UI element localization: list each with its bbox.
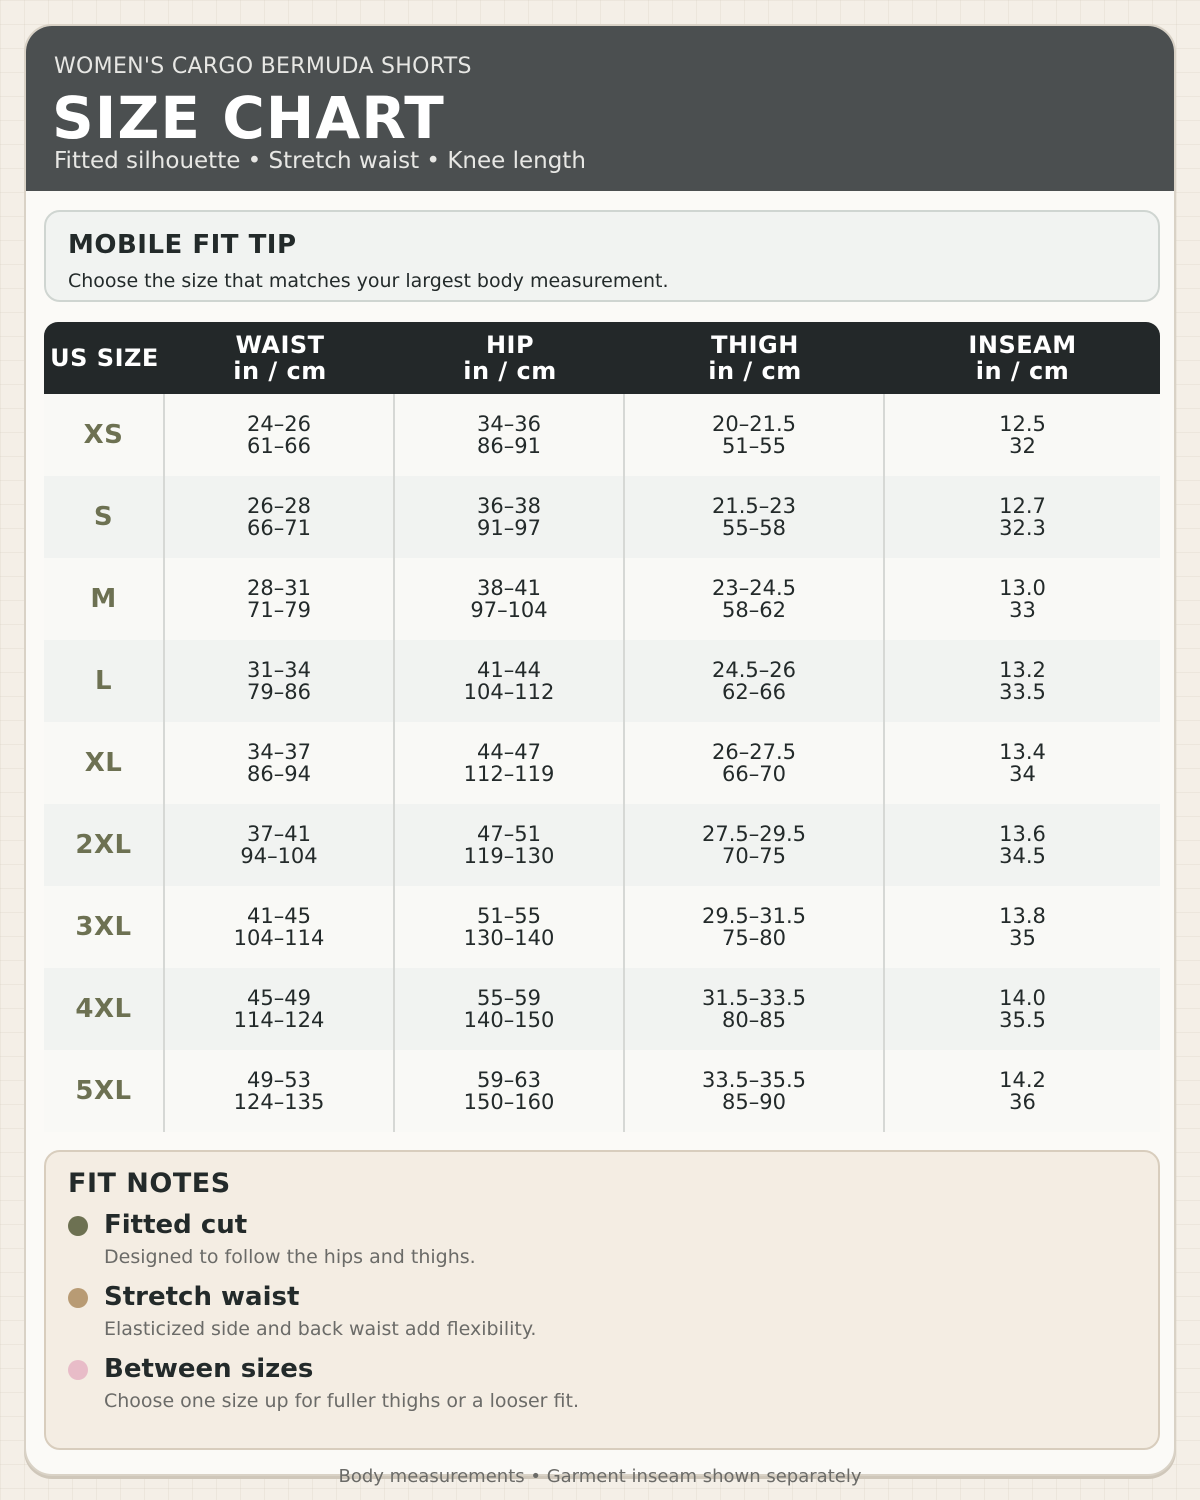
size-cell [44, 804, 165, 886]
thigh-in-value: 21.5–23 [712, 494, 796, 518]
inseam-cell [885, 640, 1160, 722]
waist-cm-value: 104–114 [233, 926, 325, 950]
column-label: INSEAM [968, 331, 1077, 359]
hip-cm-value: 97–104 [470, 598, 548, 622]
hip-cell [395, 476, 625, 558]
size-cell [44, 476, 165, 558]
thigh-cell [625, 394, 885, 476]
note-heading: Stretch waist [104, 1282, 300, 1312]
column-label: US SIZE [50, 344, 159, 372]
header-banner [26, 26, 1174, 191]
thigh-cell [625, 722, 885, 804]
hip-in-value: 44–47 [477, 740, 541, 764]
waist-cell [165, 1050, 395, 1132]
table-row [44, 558, 1160, 640]
fit-notes [44, 1150, 1160, 1450]
waist-cell [165, 968, 395, 1050]
waist-cell [165, 640, 395, 722]
size-label: 2XL [75, 830, 132, 860]
thigh-cm-value: 80–85 [722, 1008, 786, 1032]
hip-cm-value: 150–160 [463, 1090, 555, 1114]
note-heading: Fitted cut [104, 1210, 248, 1240]
thigh-cm-value: 85–90 [722, 1090, 786, 1114]
thigh-cell [625, 968, 885, 1050]
waist-cm-value: 86–94 [247, 762, 311, 786]
thigh-in-value: 24.5–26 [712, 658, 796, 682]
product-name: WOMEN'S CARGO BERMUDA SHORTS [54, 54, 472, 79]
column-unit: in / cm [975, 357, 1070, 385]
inseam-cell [885, 1050, 1160, 1132]
table-row [44, 722, 1160, 804]
hip-in-value: 51–55 [477, 904, 541, 928]
waist-cell [165, 476, 395, 558]
waist-in-value: 26–28 [247, 494, 311, 518]
inseam-cm-value: 34 [1009, 762, 1036, 786]
table-row [44, 968, 1160, 1050]
thigh-in-value: 27.5–29.5 [701, 822, 806, 846]
notes-title: FIT NOTES [68, 1168, 231, 1199]
waist-cm-value: 66–71 [247, 516, 311, 540]
page-subtitle: Fitted silhouette • Stretch waist • Knee length [54, 148, 586, 174]
note-heading: Between sizes [104, 1354, 314, 1384]
hip-in-value: 59–63 [477, 1068, 541, 1092]
inseam-in-value: 13.6 [999, 822, 1046, 846]
table-header [44, 322, 1160, 394]
thigh-cell [625, 886, 885, 968]
table-row [44, 804, 1160, 886]
waist-in-value: 34–37 [247, 740, 311, 764]
size-cell [44, 886, 165, 968]
size-cell [44, 968, 165, 1050]
waist-cm-value: 79–86 [247, 680, 311, 704]
table-row [44, 1050, 1160, 1132]
tip-title: MOBILE FIT TIP [68, 230, 297, 260]
note-text: Choose one size up for fuller thighs or a looser fit. [104, 1390, 579, 1412]
hip-in-value: 36–38 [477, 494, 541, 518]
olive-dot-icon [68, 1216, 88, 1236]
mobile-fit-tip [44, 210, 1160, 302]
thigh-cm-value: 58–62 [722, 598, 786, 622]
thigh-in-value: 29.5–31.5 [701, 904, 806, 928]
waist-in-value: 49–53 [247, 1068, 311, 1092]
column-label: WAIST [235, 331, 325, 359]
tip-text: Choose the size that matches your largest body measurement. [68, 270, 669, 292]
waist-cell [165, 722, 395, 804]
size-label: XS [83, 420, 124, 450]
thigh-cm-value: 75–80 [722, 926, 786, 950]
size-label: 3XL [75, 912, 132, 942]
size-cell [44, 1050, 165, 1132]
inseam-cm-value: 32 [1009, 434, 1036, 458]
inseam-cell [885, 886, 1160, 968]
hip-cell [395, 640, 625, 722]
column-label: HIP [485, 331, 535, 359]
inseam-cell [885, 968, 1160, 1050]
hip-in-value: 38–41 [477, 576, 541, 600]
table-row [44, 886, 1160, 968]
inseam-in-value: 13.0 [999, 576, 1046, 600]
waist-cell [165, 394, 395, 476]
hip-cm-value: 119–130 [463, 844, 555, 868]
inseam-cm-value: 33.5 [999, 680, 1046, 704]
column-header-size [44, 322, 165, 394]
inseam-cell [885, 476, 1160, 558]
pink-dot-icon [68, 1360, 88, 1380]
size-cell [44, 722, 165, 804]
inseam-cm-value: 35.5 [999, 1008, 1046, 1032]
waist-cm-value: 94–104 [240, 844, 318, 868]
column-unit: in / cm [463, 357, 557, 385]
column-header-hip [395, 322, 625, 394]
inseam-cell [885, 722, 1160, 804]
thigh-in-value: 33.5–35.5 [701, 1068, 806, 1092]
hip-cell [395, 886, 625, 968]
thigh-in-value: 23–24.5 [712, 576, 796, 600]
waist-cell [165, 804, 395, 886]
thigh-cell [625, 1050, 885, 1132]
inseam-cm-value: 35 [1009, 926, 1036, 950]
thigh-cm-value: 51–55 [722, 434, 786, 458]
hip-cell [395, 722, 625, 804]
hip-cell [395, 804, 625, 886]
thigh-cell [625, 804, 885, 886]
hip-cm-value: 130–140 [463, 926, 555, 950]
size-table [44, 322, 1160, 1132]
size-cell [44, 640, 165, 722]
thigh-cm-value: 62–66 [722, 680, 786, 704]
inseam-in-value: 14.0 [999, 986, 1046, 1010]
thigh-cm-value: 66–70 [722, 762, 786, 786]
inseam-in-value: 13.2 [999, 658, 1046, 682]
waist-cm-value: 114–124 [233, 1008, 325, 1032]
thigh-cell [625, 558, 885, 640]
inseam-in-value: 14.2 [999, 1068, 1046, 1092]
table-row [44, 476, 1160, 558]
column-header-waist [165, 322, 395, 394]
column-header-thigh [625, 322, 885, 394]
size-label: 4XL [75, 994, 132, 1024]
size-label: S [93, 502, 114, 532]
column-label: THIGH [711, 331, 799, 359]
hip-cell [395, 1050, 625, 1132]
size-cell [44, 394, 165, 476]
thigh-cell [625, 640, 885, 722]
thigh-cm-value: 70–75 [722, 844, 786, 868]
table-row [44, 640, 1160, 722]
table-body [44, 394, 1160, 1132]
inseam-in-value: 13.4 [999, 740, 1046, 764]
footer-note: Body measurements • Garment inseam shown separately [338, 1466, 862, 1487]
inseam-cm-value: 32.3 [999, 516, 1046, 540]
thigh-cm-value: 55–58 [722, 516, 786, 540]
note-text: Designed to follow the hips and thighs. [104, 1246, 476, 1268]
column-unit: in / cm [708, 357, 802, 385]
waist-cm-value: 61–66 [247, 434, 311, 458]
size-chart-card [24, 24, 1176, 1476]
inseam-in-value: 12.5 [999, 412, 1046, 436]
inseam-in-value: 12.7 [999, 494, 1046, 518]
waist-cell [165, 558, 395, 640]
waist-cell [165, 886, 395, 968]
page-title: SIZE CHART [52, 84, 445, 152]
hip-in-value: 34–36 [477, 412, 541, 436]
thigh-in-value: 20–21.5 [712, 412, 796, 436]
size-label: 5XL [75, 1076, 132, 1106]
size-label: XL [84, 748, 123, 778]
hip-cell [395, 394, 625, 476]
inseam-cell [885, 558, 1160, 640]
note-text: Elasticized side and back waist add flexibility. [104, 1318, 537, 1340]
tan-dot-icon [68, 1288, 88, 1308]
inseam-in-value: 13.8 [999, 904, 1046, 928]
hip-in-value: 47–51 [477, 822, 541, 846]
inseam-cm-value: 33 [1009, 598, 1036, 622]
hip-cm-value: 112–119 [463, 762, 555, 786]
size-label: M [90, 584, 117, 614]
inseam-cell [885, 804, 1160, 886]
hip-cm-value: 91–97 [477, 516, 541, 540]
waist-in-value: 45–49 [247, 986, 311, 1010]
waist-in-value: 31–34 [247, 658, 311, 682]
waist-cm-value: 71–79 [247, 598, 311, 622]
thigh-cell [625, 476, 885, 558]
inseam-cell [885, 394, 1160, 476]
waist-in-value: 28–31 [247, 576, 311, 600]
waist-in-value: 37–41 [247, 822, 311, 846]
hip-in-value: 55–59 [477, 986, 541, 1010]
hip-cell [395, 968, 625, 1050]
hip-cm-value: 86–91 [477, 434, 541, 458]
waist-in-value: 41–45 [247, 904, 311, 928]
size-cell [44, 558, 165, 640]
waist-in-value: 24–26 [247, 412, 311, 436]
column-unit: in / cm [233, 357, 327, 385]
size-label: L [94, 666, 113, 696]
column-header-inseam [885, 322, 1160, 394]
table-row [44, 394, 1160, 476]
hip-cm-value: 140–150 [463, 1008, 555, 1032]
thigh-in-value: 26–27.5 [712, 740, 796, 764]
waist-cm-value: 124–135 [233, 1090, 325, 1114]
hip-cell [395, 558, 625, 640]
thigh-in-value: 31.5–33.5 [701, 986, 806, 1010]
hip-cm-value: 104–112 [463, 680, 555, 704]
hip-in-value: 41–44 [477, 658, 541, 682]
inseam-cm-value: 34.5 [999, 844, 1046, 868]
inseam-cm-value: 36 [1009, 1090, 1036, 1114]
